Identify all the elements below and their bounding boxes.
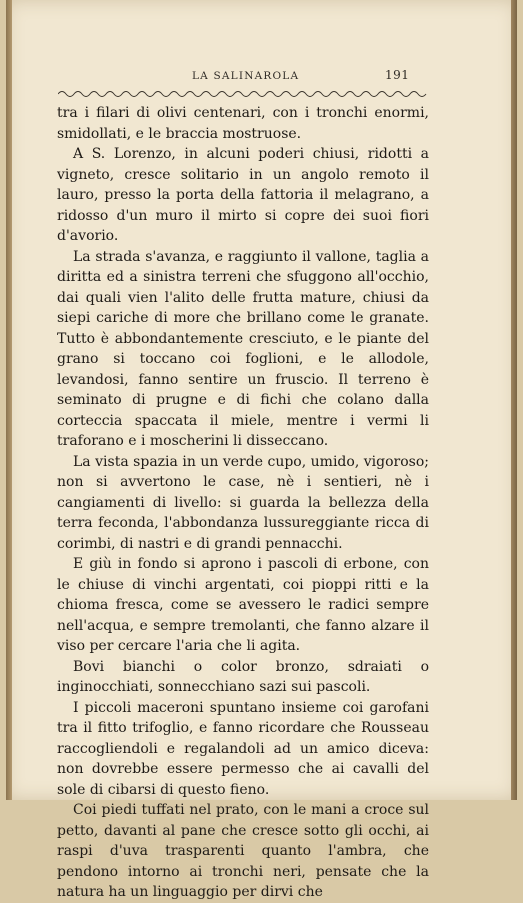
running-head — [6, 70, 517, 86]
paragraph: A S. Lorenzo, in alcuni poderi chiusi, ridotti a vigneto, cresce solitario in un angolo remoto il lauro, presso la porta della fattoria il melagrano, a ridosso d'un muro il mirto si copre dei suoi fiori d'avorio. — [57, 146, 429, 244]
page-edge — [511, 0, 517, 800]
book-page — [6, 0, 517, 900]
paragraph: tra i filari di olivi centenari, con i tronchi enormi, smidollati, e le braccia mostruose. — [57, 105, 429, 142]
paragraph: La vista spazia in un verde cupo, umido, vigoroso; non si avvertono le case, nè i sentieri, nè i cangiamenti di livello: si guarda la bellezza della terra feconda, l'abbondanza lussureggiante ricca di corimbi, di nastri e di grandi pennacchi. — [57, 453, 429, 552]
paragraph: La strada s'avanza, e raggiunto il vallone, taglia a diritta ed a sinistra terreni che sfuggono all'occhio, dai quali vien l'alito delle frutta mature, chiusi da siepi cariche di more che brillano come le granate. Tutto è abbondantemente cresciuto, e le piante del grano si toccano coi foglioni, e le allodole, levandosi, fanno sentire un fruscio. Il terreno è seminato di prugne e di fichi che colano dalla corteccia spaccata il miele, mentre i vermi li traforano e i moscherini li disseccano. — [57, 248, 429, 449]
paragraph: I piccoli maceroni spuntano insieme coi garofani tra il fitto trifoglio, e fanno ricordare che Rousseau raccogliendoli e regalandoli ad un amico diceva: non dovrebbe essere permesso che ai cavalli del sole di cibarsi di questo fieno. — [57, 699, 429, 798]
paragraph: Coi piedi tuffati nel prato, con le mani a croce sul petto, davanti al pane che cresce sotto gli occhi, ai raspi d'uva trasparenti quanto l'ambra, che pendono intorno ai tronchi neri, pensate che la natura ha un linguaggio per dirvi che — [57, 802, 429, 900]
page-gutter-shadow — [6, 0, 12, 800]
wavy-rule-ornament — [58, 88, 428, 100]
body-text — [57, 103, 429, 903]
paragraph: E giù in fondo si aprono i pascoli di erbone, con le chiuse di vinchi argentati, coi pioppi ritti e la chioma fresca, come se avessero le radici sempre nell'acqua, e sempre tremolanti, che fanno alzare il viso per cercare l'aria che li agita. — [57, 556, 429, 654]
paragraph: Bovi bianchi o color bronzo, sdraiati o inginocchiati, sonnecchiano sazi sui pascoli. — [57, 658, 429, 695]
page-number: 191 — [385, 68, 410, 82]
running-title: LA SALINAROLA — [192, 70, 300, 82]
